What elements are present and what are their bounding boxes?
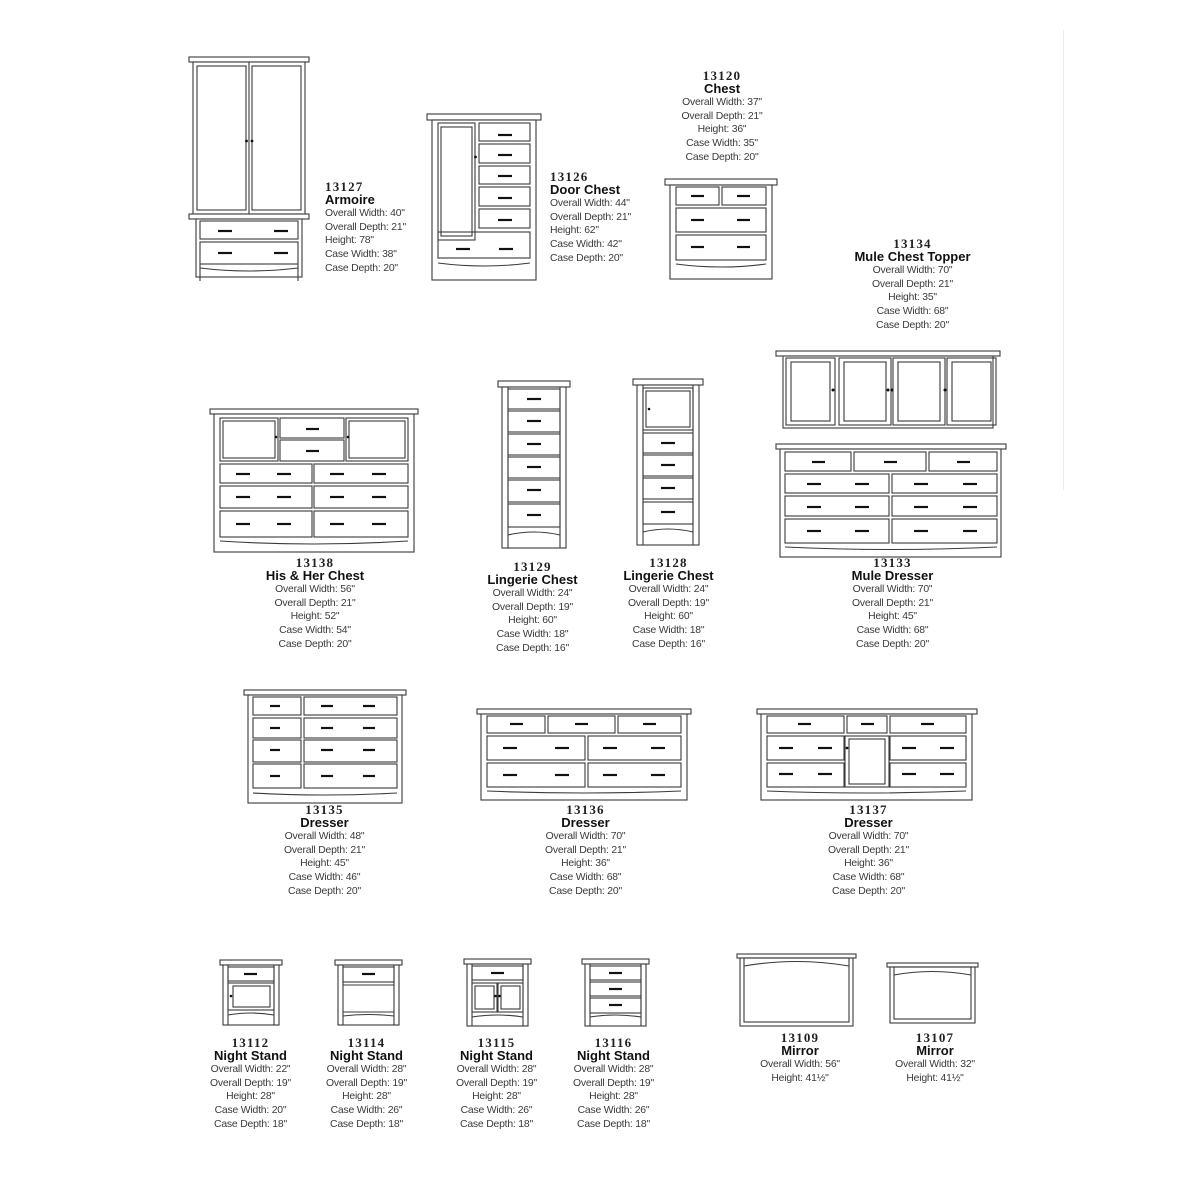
spec-overall-width: Overall Width: 70" xyxy=(828,831,909,842)
spec-overall-depth: Overall Depth: 21" xyxy=(545,844,626,856)
spec-height: Height: 41½" xyxy=(771,1072,829,1084)
spec-overall-depth: Overall Depth: 19" xyxy=(210,1077,291,1089)
spec-height: Height: 45" xyxy=(868,611,917,623)
spec-overall-width: Overall Width: 32" xyxy=(895,1059,975,1070)
spec-height: Height: 28" xyxy=(226,1091,275,1103)
spec-case-width: Case Width: 26" xyxy=(330,1105,403,1117)
product-name: Chest xyxy=(703,81,741,96)
product-name: Night Stand xyxy=(330,1048,403,1063)
spec-overall-depth: Overall Depth: 21" xyxy=(550,211,631,223)
sku: 13126 xyxy=(550,169,589,184)
spec-overall-width: Overall Width: 56" xyxy=(760,1059,840,1070)
mirror-13107-label xyxy=(875,1031,995,1085)
lingerie-chest-13128-label xyxy=(606,556,731,652)
product-name: Mule Chest Topper xyxy=(854,249,971,264)
sku: 13133 xyxy=(873,555,912,570)
sku: 13129 xyxy=(513,559,552,574)
spec-case-width: Case Width: 35" xyxy=(686,138,758,150)
door-chest-label xyxy=(550,170,631,266)
spec-overall-depth: Overall Depth: 21" xyxy=(872,278,953,290)
spec-case-depth: Case Depth: 20" xyxy=(325,262,398,274)
sku: 13112 xyxy=(231,1035,270,1050)
lingerie-chest-13128-drawing xyxy=(632,378,706,548)
sku: 13120 xyxy=(702,68,742,83)
spec-height: Height: 35" xyxy=(888,292,937,304)
spec-case-depth: Case Depth: 20" xyxy=(549,885,622,897)
spec-height: Height: 36" xyxy=(844,858,893,870)
spec-case-depth: Case Depth: 20" xyxy=(278,638,352,650)
sku: 13107 xyxy=(915,1030,955,1045)
spec-height: Height: 36" xyxy=(561,858,610,870)
product-name: Lingerie Chest xyxy=(623,568,714,583)
spec-case-width: Case Width: 68" xyxy=(876,306,949,318)
spec-overall-width: Overall Width: 28" xyxy=(326,1064,407,1075)
spec-case-depth: Case Depth: 16" xyxy=(632,638,705,650)
product-name: Night Stand xyxy=(577,1048,650,1063)
spec-overall-width: Overall Width: 37" xyxy=(682,97,762,108)
spec-height: Height: 60" xyxy=(508,615,557,627)
night-stand-13115-drawing xyxy=(463,958,533,1028)
sku: 13127 xyxy=(325,179,364,194)
spec-height: Height: 78" xyxy=(325,235,374,247)
spec-case-width: Case Width: 42" xyxy=(550,239,622,251)
spec-case-depth: Case Depth: 18" xyxy=(577,1118,650,1130)
spec-overall-depth: Overall Depth: 21" xyxy=(681,110,763,122)
spec-overall-depth: Overall Depth: 21" xyxy=(274,597,356,609)
spec-overall-width: Overall Width: 28" xyxy=(456,1064,537,1075)
product-name: Door Chest xyxy=(550,182,621,197)
mule-dresser-label xyxy=(830,556,955,652)
spec-overall-width: Overall Width: 48" xyxy=(284,831,365,842)
sku: 13138 xyxy=(295,555,335,570)
spec-overall-depth: Overall Depth: 21" xyxy=(284,844,365,856)
his-her-chest-label xyxy=(240,556,390,652)
spec-case-width: Case Width: 20" xyxy=(214,1105,287,1117)
dresser-13136-label xyxy=(523,803,648,899)
spec-case-depth: Case Depth: 18" xyxy=(214,1118,287,1130)
lingerie-chest-13129-label xyxy=(470,560,595,656)
lingerie-chest-13129-drawing xyxy=(497,380,573,550)
spec-case-depth: Case Depth: 20" xyxy=(876,319,949,331)
mirror-13107-drawing xyxy=(886,962,980,1024)
spec-overall-depth: Overall Depth: 19" xyxy=(628,597,709,609)
night-stand-13115-label xyxy=(434,1036,559,1132)
dresser-13135-label xyxy=(262,803,387,899)
spec-overall-depth: Overall Depth: 21" xyxy=(828,844,909,856)
night-stand-13114-label xyxy=(304,1036,429,1132)
dresser-13137-label xyxy=(806,803,931,899)
spec-overall-width: Overall Width: 56" xyxy=(275,584,355,595)
spec-case-depth: Case Depth: 20" xyxy=(832,885,905,897)
product-name: Dresser xyxy=(844,815,893,830)
spec-case-depth: Case Depth: 20" xyxy=(288,885,361,897)
spec-height: Height: 28" xyxy=(472,1091,521,1103)
spec-case-width: Case Width: 68" xyxy=(549,872,622,884)
chest-label xyxy=(662,69,782,165)
product-name: His & Her Chest xyxy=(265,568,365,583)
sku: 13135 xyxy=(305,802,344,817)
product-name: Mule Dresser xyxy=(851,568,934,583)
product-name: Dresser xyxy=(300,815,349,830)
spec-case-width: Case Width: 38" xyxy=(325,249,397,261)
mule-chest-topper-drawing xyxy=(775,350,1003,430)
product-name: Lingerie Chest xyxy=(487,572,578,587)
spec-case-width: Case Width: 68" xyxy=(832,872,905,884)
spec-overall-depth: Overall Depth: 19" xyxy=(456,1077,537,1089)
mule-chest-topper-label xyxy=(840,237,985,333)
spec-overall-width: Overall Width: 70" xyxy=(872,265,953,276)
product-name: Night Stand xyxy=(460,1048,533,1063)
spec-height: Height: 28" xyxy=(589,1091,638,1103)
night-stand-13116-drawing xyxy=(581,958,651,1028)
spec-height: Height: 60" xyxy=(644,611,693,623)
spec-case-depth: Case Depth: 18" xyxy=(330,1118,403,1130)
armoire-label xyxy=(325,180,406,276)
product-name: Mirror xyxy=(781,1043,819,1058)
spec-overall-width: Overall Width: 24" xyxy=(492,588,573,599)
night-stand-13112-label xyxy=(188,1036,313,1132)
sku: 13128 xyxy=(649,555,688,570)
spec-overall-width: Overall Width: 70" xyxy=(545,831,626,842)
spec-case-depth: Case Depth: 20" xyxy=(550,252,623,264)
sku: 13115 xyxy=(477,1035,516,1050)
spec-case-depth: Case Depth: 20" xyxy=(685,151,759,163)
product-name: Armoire xyxy=(325,192,375,207)
dresser-13136-drawing xyxy=(476,708,694,802)
spec-case-width: Case Width: 68" xyxy=(856,625,929,637)
spec-height: Height: 41½" xyxy=(906,1072,964,1084)
door-chest-drawing xyxy=(426,113,542,283)
spec-overall-depth: Overall Depth: 21" xyxy=(852,597,933,609)
sku: 13136 xyxy=(566,802,605,817)
product-name: Dresser xyxy=(561,815,610,830)
product-name: Night Stand xyxy=(214,1048,287,1063)
spec-overall-width: Overall Width: 44" xyxy=(550,198,630,209)
spec-overall-width: Overall Width: 70" xyxy=(852,584,933,595)
armoire-drawing xyxy=(188,56,310,282)
dresser-13135-drawing xyxy=(243,689,409,805)
spec-overall-depth: Overall Depth: 19" xyxy=(573,1077,654,1089)
spec-overall-width: Overall Width: 40" xyxy=(325,208,405,219)
mirror-13109-label xyxy=(740,1031,860,1085)
spec-case-width: Case Width: 18" xyxy=(632,625,705,637)
night-stand-13116-label xyxy=(551,1036,676,1132)
spec-height: Height: 28" xyxy=(342,1091,391,1103)
spec-case-depth: Case Depth: 16" xyxy=(496,642,569,654)
spec-overall-depth: Overall Depth: 21" xyxy=(325,221,406,233)
spec-case-width: Case Width: 54" xyxy=(279,625,351,637)
spec-overall-depth: Overall Depth: 19" xyxy=(492,601,573,613)
night-stand-13114-drawing xyxy=(334,959,404,1027)
mule-dresser-drawing xyxy=(775,443,1009,559)
spec-case-width: Case Width: 46" xyxy=(288,872,361,884)
night-stand-13112-drawing xyxy=(219,959,283,1027)
chest-drawing xyxy=(664,178,780,282)
product-name: Mirror xyxy=(916,1043,954,1058)
spec-overall-width: Overall Width: 22" xyxy=(210,1064,291,1075)
spec-case-width: Case Width: 26" xyxy=(577,1105,650,1117)
mirror-13109-drawing xyxy=(736,953,858,1027)
spec-overall-depth: Overall Depth: 19" xyxy=(326,1077,407,1089)
spec-case-depth: Case Depth: 20" xyxy=(856,638,929,650)
sku: 13109 xyxy=(780,1030,820,1045)
spec-height: Height: 36" xyxy=(697,124,747,136)
dresser-13137-drawing xyxy=(756,708,980,802)
sku: 13114 xyxy=(347,1035,386,1050)
spec-overall-width: Overall Width: 28" xyxy=(573,1064,654,1075)
spec-case-width: Case Width: 26" xyxy=(460,1105,533,1117)
spec-case-depth: Case Depth: 18" xyxy=(460,1118,533,1130)
sku: 13137 xyxy=(849,802,888,817)
sku: 13116 xyxy=(594,1035,633,1050)
sku: 13134 xyxy=(893,236,932,251)
page-edge-divider xyxy=(1063,30,1064,490)
spec-height: Height: 45" xyxy=(300,858,349,870)
spec-overall-width: Overall Width: 24" xyxy=(628,584,709,595)
spec-case-width: Case Width: 18" xyxy=(496,629,569,641)
spec-height: Height: 52" xyxy=(290,611,340,623)
his-her-chest-drawing xyxy=(209,408,421,554)
spec-height: Height: 62" xyxy=(550,225,599,237)
